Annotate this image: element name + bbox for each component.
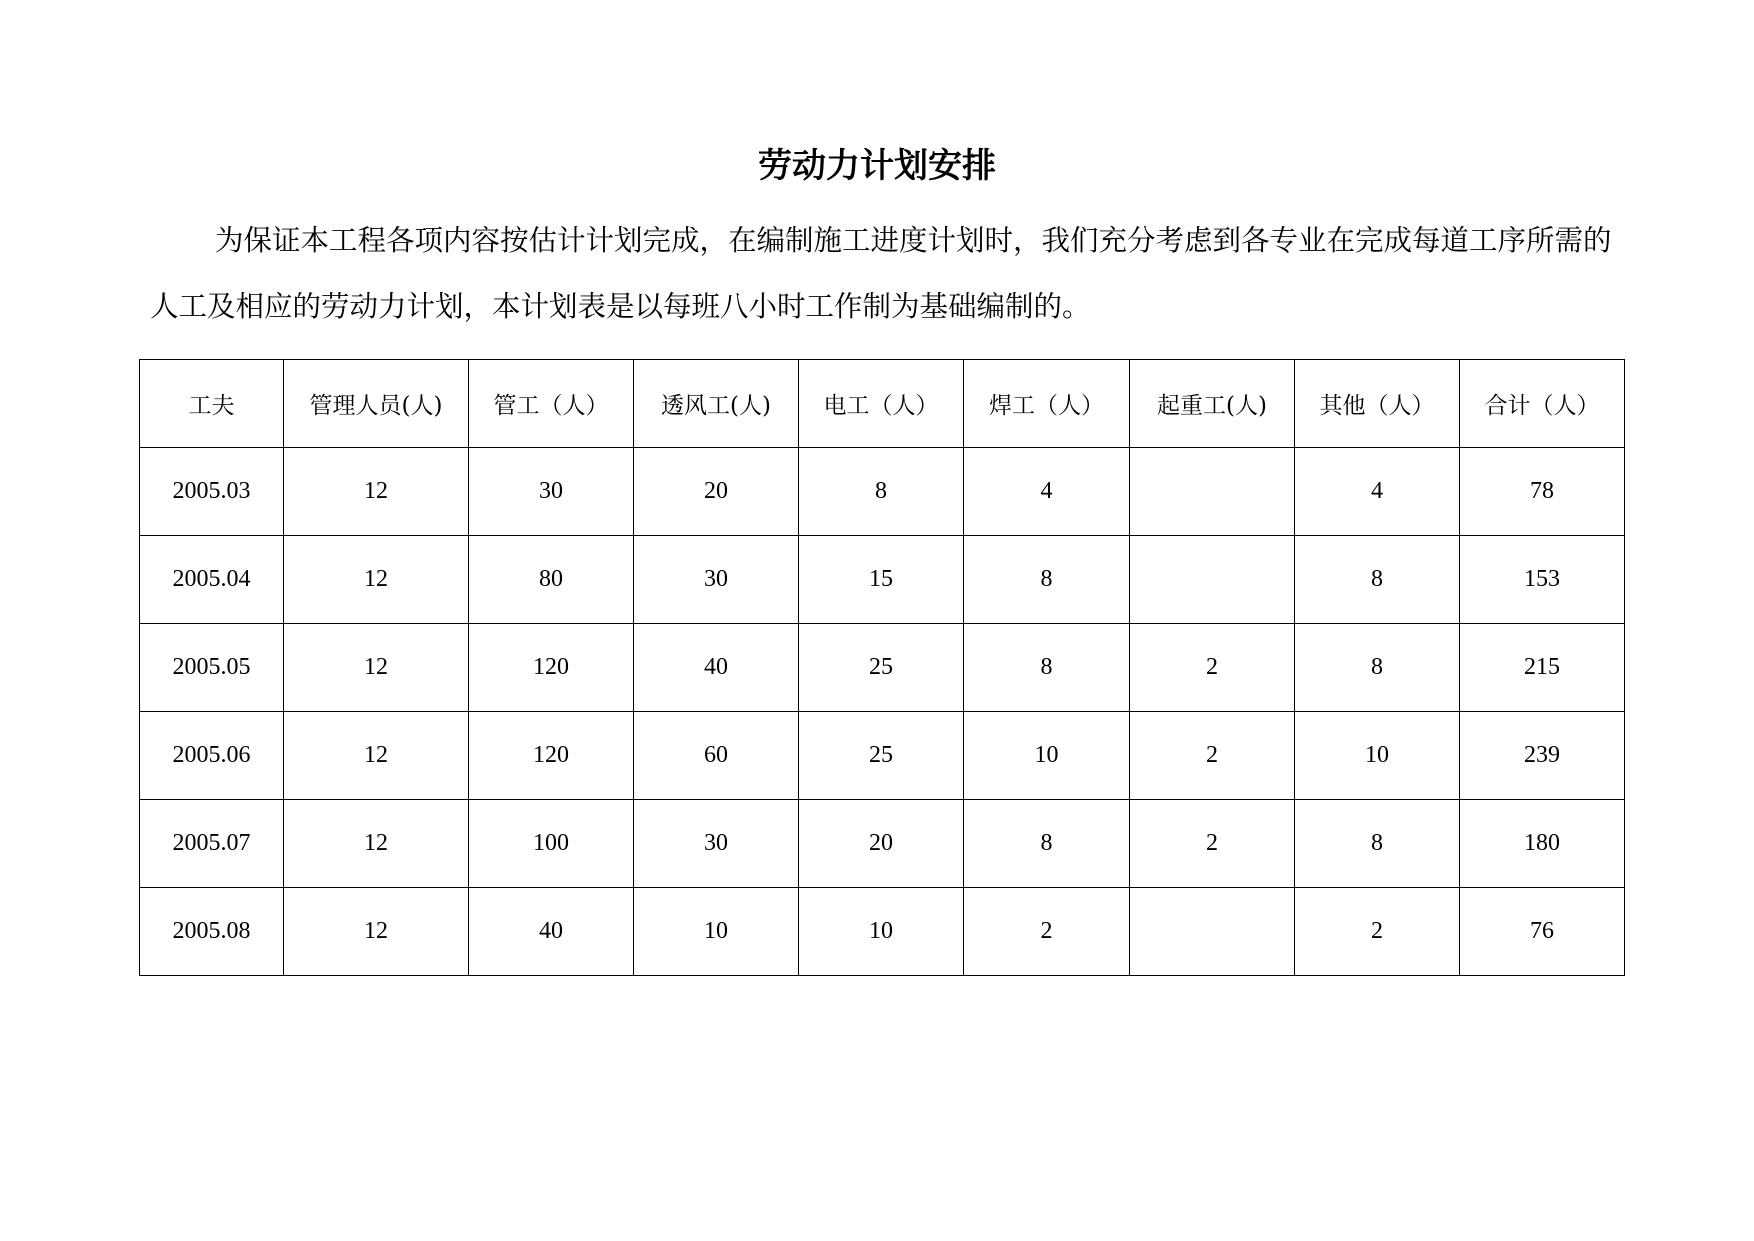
table-cell: 2005.05 <box>140 624 284 712</box>
table-cell: 12 <box>284 712 469 800</box>
table-header-row <box>140 360 1625 448</box>
table-row <box>140 624 1625 712</box>
table-cell: 20 <box>634 448 799 536</box>
table-cell <box>1130 888 1295 976</box>
table-cell: 12 <box>284 888 469 976</box>
table-cell: 10 <box>964 712 1130 800</box>
table-cell: 153 <box>1460 536 1625 624</box>
table-cell: 20 <box>799 800 964 888</box>
header-cell-welders: 焊工（人） <box>964 360 1130 448</box>
header-cell-total: 合计（人） <box>1460 360 1625 448</box>
table-cell: 2 <box>1130 624 1295 712</box>
header-cell-others: 其他（人） <box>1295 360 1460 448</box>
table-cell: 60 <box>634 712 799 800</box>
table-cell: 2 <box>964 888 1130 976</box>
table-cell: 4 <box>1295 448 1460 536</box>
table-cell <box>1130 536 1295 624</box>
table-cell: 30 <box>634 536 799 624</box>
header-cell-ventilation-workers: 透风工(人) <box>634 360 799 448</box>
table-cell: 12 <box>284 448 469 536</box>
header-cell-electricians: 电工（人） <box>799 360 964 448</box>
table-cell: 2 <box>1130 800 1295 888</box>
table-cell: 8 <box>964 624 1130 712</box>
table-cell: 30 <box>634 800 799 888</box>
intro-paragraph: 为保证本工程各项内容按估计计划完成，在编制施工进度计划时，我们充分考虑到各专业在完成每道工序所需的人工及相应的劳动力计划，本计划表是以每班八小时工作制为基础编制的。 <box>150 224 1612 323</box>
table-row <box>140 888 1625 976</box>
table-cell: 120 <box>469 712 634 800</box>
table-cell: 120 <box>469 624 634 712</box>
table-cell: 2005.04 <box>140 536 284 624</box>
table-cell: 10 <box>634 888 799 976</box>
table-cell: 78 <box>1460 448 1625 536</box>
table-cell: 8 <box>1295 624 1460 712</box>
table-cell: 10 <box>1295 712 1460 800</box>
table-cell: 2005.07 <box>140 800 284 888</box>
table-cell: 25 <box>799 624 964 712</box>
table-cell: 180 <box>1460 800 1625 888</box>
table-cell: 30 <box>469 448 634 536</box>
labor-plan-table <box>139 359 1625 976</box>
table-cell: 100 <box>469 800 634 888</box>
table-cell: 40 <box>469 888 634 976</box>
table-cell: 15 <box>799 536 964 624</box>
header-cell-work-period: 工夫 <box>140 360 284 448</box>
table-cell: 215 <box>1460 624 1625 712</box>
table-cell: 10 <box>799 888 964 976</box>
table-cell: 8 <box>964 536 1130 624</box>
table-row <box>140 800 1625 888</box>
table-cell: 2005.03 <box>140 448 284 536</box>
table-cell: 80 <box>469 536 634 624</box>
table-cell: 12 <box>284 624 469 712</box>
table-cell: 8 <box>799 448 964 536</box>
table-cell: 40 <box>634 624 799 712</box>
table-row <box>140 712 1625 800</box>
table-cell: 2005.08 <box>140 888 284 976</box>
table-cell: 8 <box>1295 536 1460 624</box>
table-cell: 2005.06 <box>140 712 284 800</box>
table-cell: 76 <box>1460 888 1625 976</box>
table-cell: 8 <box>964 800 1130 888</box>
table-cell: 239 <box>1460 712 1625 800</box>
header-cell-pipefitters: 管工（人） <box>469 360 634 448</box>
table-cell <box>1130 448 1295 536</box>
document-title: 劳动力计划安排 <box>758 146 996 186</box>
table-row <box>140 536 1625 624</box>
header-cell-managers: 管理人员(人) <box>284 360 469 448</box>
table-cell: 12 <box>284 536 469 624</box>
table-cell: 25 <box>799 712 964 800</box>
table-cell: 8 <box>1295 800 1460 888</box>
table-cell: 4 <box>964 448 1130 536</box>
table-row <box>140 448 1625 536</box>
table-cell: 2 <box>1130 712 1295 800</box>
table-cell: 2 <box>1295 888 1460 976</box>
header-cell-riggers: 起重工(人) <box>1130 360 1295 448</box>
table-cell: 12 <box>284 800 469 888</box>
